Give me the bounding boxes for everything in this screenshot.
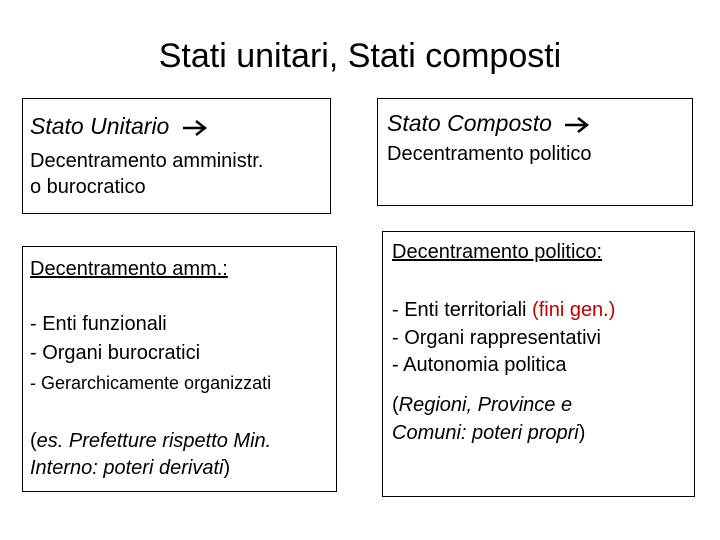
- stato-unitario-header: [30, 113, 208, 139]
- politico-item-enti-territoriali: [392, 298, 615, 322]
- slide-title: Stati unitari, Stati composti: [158, 37, 562, 75]
- stato-unitario-box: [22, 98, 331, 214]
- amm-example-text2: Interno: poteri derivati: [30, 457, 224, 479]
- paren-close: ): [578, 422, 586, 444]
- politico-example-text2: Comuni: poteri propri: [392, 422, 579, 444]
- decentramento-politico-box: [382, 231, 695, 497]
- amm-item-enti-funzionali: - Enti funzionali: [30, 313, 167, 335]
- amm-example-text1: es. Prefetture rispetto Min.: [36, 430, 272, 452]
- composto-desc: Decentramento politico: [387, 143, 592, 165]
- amm-example-line1: [30, 429, 271, 453]
- politico-example-line2: [392, 421, 585, 445]
- amm-item-gerarchicamente: - Gerarchicamente organizzati: [30, 373, 272, 393]
- paren-open: (: [392, 394, 399, 416]
- decentramento-politico-heading: Decentramento politico:: [392, 241, 603, 263]
- paren-open: (: [30, 430, 37, 452]
- decentramento-amm-box: [22, 246, 337, 492]
- unitario-desc-line2: o burocratico: [30, 176, 146, 198]
- amm-example-line2: [30, 456, 230, 480]
- paren-close: ): [223, 457, 231, 479]
- politico-example-line1: [392, 393, 572, 417]
- politico-item-organi-rappresentativi: - Organi rappresentativi: [392, 327, 601, 349]
- decentramento-amm-heading: Decentramento amm.:: [30, 258, 228, 280]
- stato-composto-label: Stato Composto: [387, 110, 552, 136]
- stato-composto-header: [387, 110, 590, 136]
- right-arrow-icon: [182, 119, 208, 137]
- amm-item-organi-burocratici: - Organi burocratici: [30, 342, 201, 364]
- fini-generali-note: (fini gen.): [532, 299, 616, 321]
- stato-unitario-label: Stato Unitario: [30, 113, 170, 139]
- politico-item-autonomia: - Autonomia politica: [392, 354, 567, 376]
- stato-composto-box: [377, 98, 693, 206]
- right-arrow-icon: [564, 116, 590, 134]
- enti-territoriali-text: - Enti territoriali: [392, 299, 533, 321]
- unitario-desc-line1: Decentramento amministr.: [30, 150, 264, 172]
- politico-example-text1: Regioni, Province e: [398, 394, 573, 416]
